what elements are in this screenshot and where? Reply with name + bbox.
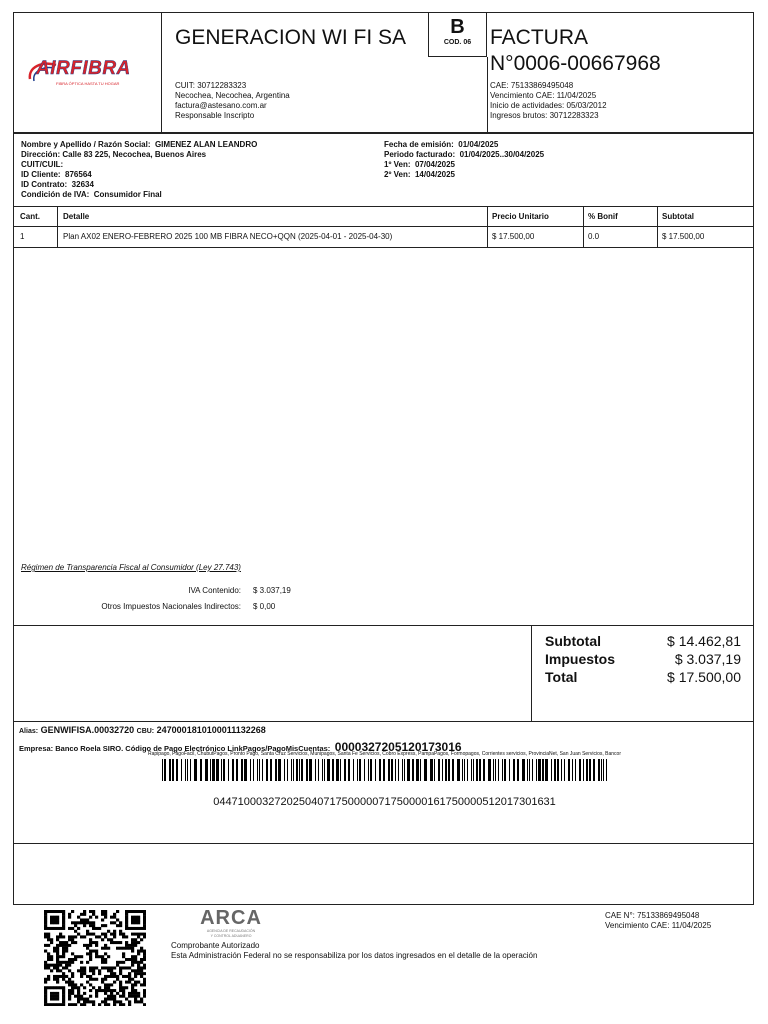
col-header-qty: Cant. — [20, 212, 40, 221]
iva-contenido-value: $ 3.037,19 — [253, 586, 291, 595]
payment-section — [13, 721, 754, 844]
column-divider — [657, 207, 658, 247]
column-divider — [57, 207, 58, 247]
other-taxes-label: Otros Impuestos Nacionales Indirectos: — [101, 602, 241, 611]
company-cuit: CUIT: 30712283323 — [175, 81, 247, 90]
footer-cae-expiry: Vencimiento CAE: 11/04/2025 — [605, 921, 712, 930]
footer-cae: CAE N°: 75133869495048 — [605, 911, 700, 920]
invoice-letter: B — [450, 16, 465, 38]
table-header-divider — [14, 226, 753, 227]
billing-period: Periodo facturado: 01/04/2025..30/04/2025 — [384, 150, 545, 159]
company-address: Necochea, Necochea, Argentina — [175, 91, 290, 100]
col-header-detail: Detalle — [63, 212, 90, 221]
row-qty: 1 — [20, 232, 25, 241]
subtotal-value: $ 14.462,81 — [667, 633, 741, 649]
row-unit-price: $ 17.500,00 — [492, 232, 535, 241]
column-divider — [583, 207, 584, 247]
invoice-type-box — [428, 12, 487, 57]
invoice-header — [13, 12, 754, 133]
iva-contenido-label: IVA Contenido: — [188, 586, 241, 595]
client-address: Dirección: Calle 83 225, Necochea, Buenos Aires — [21, 150, 207, 159]
doc-number: N°0006-00667968 — [490, 52, 661, 75]
blank-section — [13, 843, 754, 905]
col-header-unit-price: Precio Unitario — [492, 212, 549, 221]
col-header-discount: % Bonif — [588, 212, 618, 221]
payment-code: 0000327205120173016 — [334, 740, 462, 754]
authorized-label: Comprobante Autorizado — [171, 941, 260, 950]
taxes-value: $ 3.037,19 — [674, 651, 741, 667]
arca-logo: ARCA AGENCIA DE RECAUDACIÓN Y CONTROL ADUANERO — [200, 907, 262, 938]
client-id: ID Cliente: 876564 — [21, 170, 92, 179]
start-activities: Inicio de actividades: 05/03/2012 — [490, 101, 607, 110]
total-value: $ 17.500,00 — [667, 669, 741, 685]
iva-condition: Condición de IVA: Consumidor Final — [21, 190, 162, 199]
row-detail: Plan AX02 ENERO-FEBRERO 2025 100 MB FIBRA NECO+QQN (2025-04-01 - 2025-04-30) — [63, 232, 393, 241]
row-discount: 0.0 — [588, 232, 600, 241]
totals-divider — [531, 626, 532, 721]
barcode — [162, 759, 607, 781]
first-due-date: 1º Ven: 07/04/2025 — [384, 160, 455, 169]
client-name: Nombre y Apellido / Razón Social: GIMENEZ ALAN LEANDRO — [21, 140, 258, 149]
payment-channels: Rapipago, PagoFacil, ChubutPagos, Pronto Pago, Santa Cruz Servicios, Munipagos, Santa Fe Servicios, Cobro Express, PampaPagos, Formopagos, Corrientes servicios, ProvinciaNet, San Juan Servicios, Bancor — [147, 751, 621, 757]
subtotal-label: Subtotal — [545, 633, 601, 649]
table-row-divider — [14, 247, 753, 248]
taxes-label: Impuestos — [545, 651, 616, 667]
invoice-code: COD. 06 — [443, 39, 472, 46]
contract-id: ID Contrato: 32634 — [21, 180, 94, 189]
doc-title: FACTURA — [490, 26, 589, 49]
gross-income: Ingresos brutos: 30712283323 — [490, 111, 599, 120]
disclaimer: Esta Administración Federal no se responsabiliza por los datos ingresados en el detalle de la operación — [171, 951, 538, 960]
header-divider — [487, 57, 488, 132]
other-taxes-value: $ 0,00 — [253, 602, 276, 611]
emission-date: Fecha de emisión: 01/04/2025 — [384, 140, 499, 149]
column-divider — [487, 207, 488, 247]
client-cuit: CUIT/CUIL: — [21, 160, 64, 169]
company-name: GENERACION WI FI SA — [175, 26, 407, 49]
second-due-date: 2º Ven: 14/04/2025 — [384, 170, 455, 179]
barcode-number: 04471000327202504071750000071750000161750000512017301631 — [213, 796, 556, 808]
client-section — [13, 133, 754, 207]
qr-code — [44, 910, 146, 1006]
company-condition: Responsable Inscripto — [175, 111, 255, 120]
col-header-subtotal: Subtotal — [662, 212, 694, 221]
row-subtotal: $ 17.500,00 — [662, 232, 705, 241]
logo-tagline: FIBRA ÓPTICA HASTA TU HOGAR — [56, 81, 120, 86]
header-divider — [161, 13, 162, 132]
cae-number: CAE: 75133869495048 — [490, 81, 574, 90]
company-logo — [26, 57, 150, 91]
total-label: Total — [545, 669, 578, 685]
totals-section — [13, 625, 754, 722]
items-table — [13, 206, 754, 626]
logo-text: AIRFIBRA — [36, 58, 131, 79]
alias-cbu: Alias: GENWIFISA.00032720 CBU: 2470001810100011132268 — [19, 725, 266, 735]
payment-company-line: Empresa: Banco Roela SIRO. Código de Pago Electrónico LinkPagos/PagoMisCuentas: 0000327205120173016 — [19, 740, 462, 754]
transparency-title: Régimen de Transparencia Fiscal al Consumidor (Ley 27.743) — [21, 563, 241, 572]
company-email: factura@astesano.com.ar — [175, 101, 267, 110]
cae-expiry: Vencimiento CAE: 11/04/2025 — [490, 91, 597, 100]
